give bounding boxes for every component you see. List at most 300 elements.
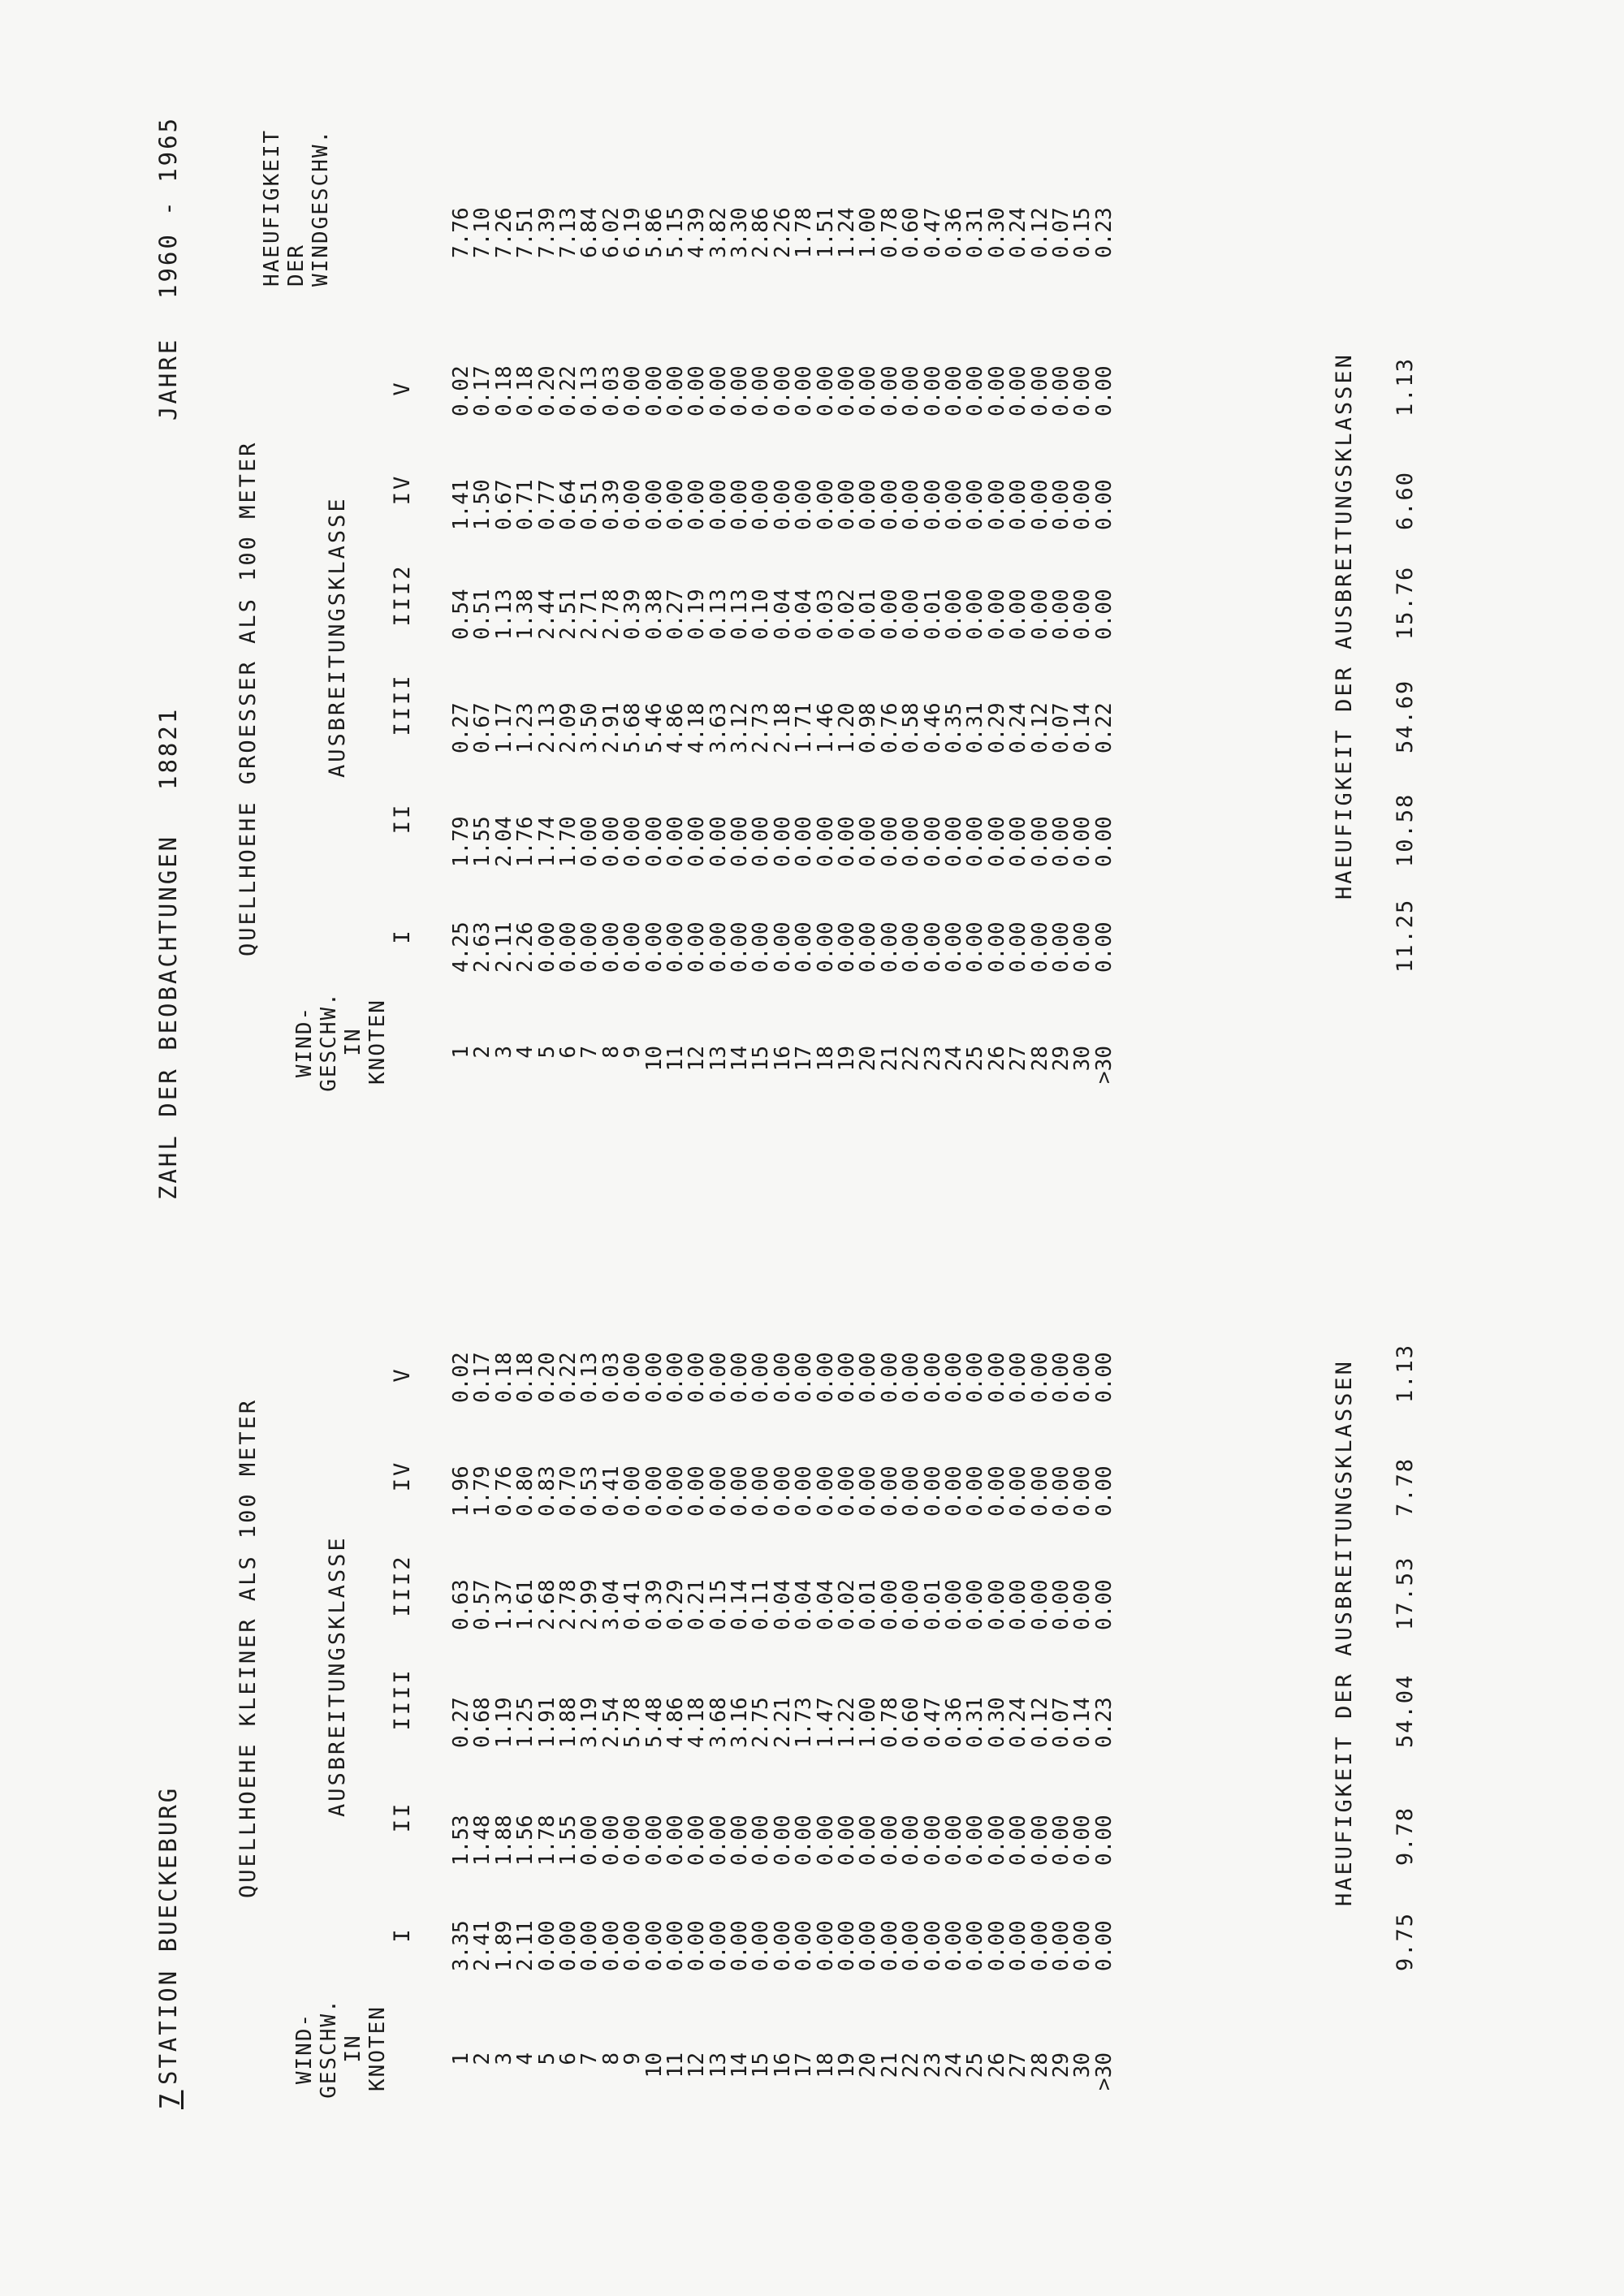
value-cell: 0.00 — [813, 1920, 838, 1971]
column-header: V — [390, 380, 415, 396]
value-cell: 0.00 — [1006, 1920, 1031, 1971]
value-cell: 0.00 — [984, 921, 1009, 973]
windspeed-cell: 27 — [1006, 1046, 1031, 1072]
value-cell: 0.00 — [813, 1465, 838, 1517]
value-cell: 3.30 — [728, 207, 753, 258]
windspeed-cell: 17 — [792, 2052, 817, 2078]
value-cell: 0.00 — [770, 1352, 795, 1403]
value-cell: 1.70 — [555, 816, 581, 867]
value-cell: 0.00 — [598, 1920, 624, 1971]
value-cell: 0.00 — [941, 921, 966, 973]
windspeed-cell: 18 — [813, 1046, 838, 1072]
value-cell: 0.00 — [877, 479, 902, 530]
value-cell: 0.00 — [749, 1465, 774, 1517]
table-row — [641, 1281, 667, 2109]
footer-value: 9.75 — [1393, 1911, 1418, 1971]
table-row — [835, 112, 860, 1103]
value-cell: 0.00 — [877, 1920, 902, 1971]
value-cell: 0.00 — [663, 1352, 688, 1403]
value-cell: 1.20 — [835, 702, 860, 753]
years-label: JAHRE — [154, 337, 182, 421]
value-cell: 0.00 — [920, 1920, 945, 1971]
value-cell: 0.00 — [749, 1920, 774, 1971]
value-cell: 0.00 — [728, 365, 753, 416]
value-cell: 0.00 — [963, 1465, 988, 1517]
value-cell: 0.03 — [598, 365, 624, 416]
value-cell: 0.31 — [963, 702, 988, 753]
windspeed-cell: 27 — [1006, 2052, 1031, 2078]
value-cell: 3.12 — [728, 702, 753, 753]
ws-header-line: GESCHW. — [317, 991, 341, 1092]
windspeed-cell: 29 — [1048, 1046, 1073, 1072]
value-cell: 0.00 — [963, 1815, 988, 1866]
windspeed-cell: 24 — [941, 1046, 966, 1072]
windspeed-cell: 16 — [770, 2052, 795, 2078]
value-cell: 0.00 — [1006, 1465, 1031, 1517]
value-cell: 0.00 — [920, 921, 945, 973]
column-header: I — [390, 1927, 415, 1943]
value-cell: 0.00 — [770, 1920, 795, 1971]
windspeed-cell: 8 — [598, 1046, 624, 1059]
value-cell: 0.00 — [984, 479, 1009, 530]
value-cell: 0.00 — [813, 921, 838, 973]
value-cell: 3.82 — [706, 207, 731, 258]
value-cell: 3.35 — [449, 1920, 473, 1971]
value-cell: 0.03 — [598, 1352, 624, 1403]
value-cell: 6.84 — [577, 207, 603, 258]
value-cell: 0.00 — [1027, 816, 1052, 867]
windspeed-cell: 7 — [577, 1046, 603, 1059]
value-cell: 0.67 — [470, 702, 495, 753]
value-cell: 0.24 — [1006, 702, 1031, 753]
value-cell: 5.78 — [620, 1697, 646, 1748]
value-cell: 0.00 — [641, 1465, 667, 1517]
right-windspeed-header — [292, 981, 390, 1103]
value-cell: 0.00 — [770, 1465, 795, 1517]
value-cell: 0.12 — [1027, 702, 1052, 753]
value-cell: 0.00 — [770, 365, 795, 416]
table-row — [708, 1281, 729, 2109]
value-cell: 4.25 — [449, 921, 473, 973]
column-header: I — [390, 928, 415, 944]
value-cell: 0.00 — [963, 589, 988, 640]
footer-value: 11.25 — [1393, 898, 1418, 973]
table-row — [515, 112, 536, 1103]
value-cell: 5.86 — [641, 207, 667, 258]
value-cell: 1.79 — [470, 1465, 495, 1517]
value-cell: 0.27 — [449, 702, 473, 753]
value-cell: 0.22 — [555, 1352, 581, 1403]
table-row — [879, 1281, 901, 2109]
value-cell: 0.00 — [728, 479, 753, 530]
value-cell: 0.00 — [749, 365, 774, 416]
value-cell: 0.00 — [534, 1920, 559, 1971]
value-cell: 0.00 — [877, 1815, 902, 1866]
table-row — [922, 1281, 944, 2109]
left-footer-label: HAEUFIGKEIT DER AUSBREITUNGSKLASSEN — [1332, 1359, 1357, 1906]
value-cell: 0.00 — [641, 1352, 667, 1403]
value-cell: 0.60 — [899, 1697, 924, 1748]
value-cell: 0.00 — [920, 1815, 945, 1866]
observations-value: 18821 — [154, 706, 182, 790]
value-cell: 1.74 — [534, 816, 559, 867]
value-cell: 0.23 — [1091, 1697, 1116, 1748]
value-cell: 0.00 — [984, 1579, 1009, 1630]
value-cell: 0.00 — [877, 1579, 902, 1630]
value-cell: 0.00 — [941, 479, 966, 530]
ws-header-line: KNOTEN — [365, 2005, 390, 2091]
value-cell: 2.86 — [749, 207, 774, 258]
value-cell: 0.00 — [984, 1815, 1009, 1866]
table-row — [534, 1281, 559, 2109]
value-cell: 0.00 — [963, 1352, 988, 1403]
value-cell: 0.24 — [1006, 207, 1031, 258]
value-cell: 3.19 — [577, 1697, 603, 1748]
value-cell: 2.78 — [555, 1579, 581, 1630]
value-cell: 0.00 — [856, 1465, 881, 1517]
value-cell: 0.00 — [1006, 1352, 1031, 1403]
value-cell: 0.00 — [920, 365, 945, 416]
value-cell: 0.00 — [641, 365, 667, 416]
value-cell: 0.00 — [706, 816, 731, 867]
windspeed-cell: 28 — [1027, 2052, 1052, 2078]
footer-value: 15.76 — [1393, 565, 1418, 640]
footer-value: 54.04 — [1393, 1673, 1418, 1748]
table-row — [857, 1281, 879, 2109]
value-cell: 0.00 — [749, 479, 774, 530]
right-table — [260, 112, 1551, 1103]
value-cell: 0.00 — [1048, 589, 1073, 640]
ws-header-line: KNOTEN — [365, 999, 390, 1085]
table-row — [901, 1281, 922, 2109]
value-cell: 0.00 — [963, 1920, 988, 1971]
value-cell: 0.00 — [1048, 479, 1073, 530]
value-cell: 1.51 — [813, 207, 838, 258]
left-table-title: QUELLHOEHE KLEINER ALS 100 METER — [235, 1397, 261, 1898]
value-cell: 0.01 — [920, 589, 945, 640]
value-cell: 1.55 — [555, 1815, 581, 1866]
value-cell: 0.00 — [792, 1920, 817, 1971]
value-cell: 1.13 — [491, 589, 516, 640]
value-cell: 0.00 — [899, 1815, 924, 1866]
value-cell: 0.01 — [856, 1579, 881, 1630]
value-cell: 0.00 — [706, 921, 731, 973]
value-cell: 1.25 — [513, 1697, 538, 1748]
windspeed-cell: 25 — [963, 2052, 988, 2078]
value-cell: 0.00 — [899, 1579, 924, 1630]
value-cell: 0.00 — [1006, 479, 1031, 530]
value-cell: 0.00 — [877, 921, 902, 973]
value-cell: 0.00 — [856, 365, 881, 416]
value-cell: 0.00 — [728, 921, 753, 973]
value-cell: 0.00 — [706, 1815, 731, 1866]
value-cell: 0.00 — [1048, 816, 1073, 867]
ws-header-line: IN — [341, 1027, 365, 1056]
table-row — [598, 1281, 624, 2109]
value-cell: 0.00 — [1027, 1815, 1052, 1866]
windspeed-cell: 9 — [620, 1046, 646, 1059]
value-cell: 0.00 — [877, 589, 902, 640]
table-row — [1048, 1281, 1073, 2109]
value-cell: 0.00 — [1070, 1352, 1095, 1403]
table-row — [792, 1281, 817, 2109]
value-cell: 5.68 — [620, 702, 646, 753]
value-cell: 0.00 — [1091, 589, 1116, 640]
value-cell: 2.26 — [513, 921, 538, 973]
left-table — [292, 1281, 1551, 2109]
value-cell: 0.04 — [813, 1579, 838, 1630]
value-cell: 2.04 — [491, 816, 516, 867]
footer-value: 7.78 — [1393, 1457, 1418, 1517]
table-row — [749, 1281, 774, 2109]
footer-value: 54.69 — [1393, 679, 1418, 753]
value-cell: 0.00 — [1070, 1465, 1095, 1517]
value-cell: 0.20 — [534, 1352, 559, 1403]
value-cell: 0.00 — [1048, 1352, 1073, 1403]
value-cell: 3.04 — [598, 1579, 624, 1630]
value-cell: 0.02 — [835, 589, 860, 640]
value-cell: 0.00 — [749, 1815, 774, 1866]
value-cell: 0.00 — [835, 1815, 860, 1866]
value-cell: 0.00 — [1070, 1579, 1095, 1630]
value-cell: 0.00 — [1070, 921, 1095, 973]
windspeed-cell: 7 — [577, 2052, 603, 2065]
windspeed-cell: 2 — [470, 1046, 495, 1059]
value-cell: 0.18 — [513, 365, 538, 416]
value-cell: 0.00 — [663, 921, 688, 973]
windspeed-cell: 17 — [792, 1046, 817, 1072]
value-cell: 0.10 — [749, 589, 774, 640]
value-cell: 0.00 — [792, 1465, 817, 1517]
value-cell: 1.76 — [513, 816, 538, 867]
left-windspeed-header — [292, 1987, 390, 2109]
value-cell: 0.00 — [1091, 921, 1116, 973]
right-table-title: QUELLHOEHE GROESSER ALS 100 METER — [235, 440, 261, 956]
value-cell: 0.35 — [941, 702, 966, 753]
windspeed-cell: 13 — [706, 1046, 731, 1072]
value-cell: 1.79 — [449, 816, 473, 867]
value-cell: 3.50 — [577, 702, 603, 753]
value-cell: 0.70 — [555, 1465, 581, 1517]
windspeed-cell: 12 — [685, 2052, 710, 2078]
frequency-header — [260, 129, 333, 287]
value-cell: 0.68 — [470, 1697, 495, 1748]
windspeed-cell: 14 — [728, 2052, 753, 2078]
value-cell: 0.00 — [856, 921, 881, 973]
value-cell: 0.00 — [984, 1465, 1009, 1517]
value-cell: 0.00 — [1070, 479, 1095, 530]
value-cell: 0.47 — [920, 1697, 945, 1748]
value-cell: 0.17 — [470, 1352, 495, 1403]
value-cell: 2.68 — [534, 1579, 559, 1630]
value-cell: 0.00 — [685, 816, 710, 867]
value-cell: 1.96 — [449, 1465, 473, 1517]
value-cell: 0.00 — [728, 1465, 753, 1517]
value-cell: 0.30 — [984, 207, 1009, 258]
value-cell: 0.31 — [963, 207, 988, 258]
value-cell: 0.00 — [663, 479, 688, 530]
value-cell: 0.80 — [513, 1465, 538, 1517]
value-cell: 0.00 — [663, 1465, 688, 1517]
windspeed-cell: 21 — [877, 1046, 902, 1072]
value-cell: 0.15 — [706, 1579, 731, 1630]
value-cell: 0.36 — [941, 207, 966, 258]
value-cell: 0.00 — [963, 479, 988, 530]
value-cell: 1.56 — [513, 1815, 538, 1866]
value-cell: 1.46 — [813, 702, 838, 753]
table-row — [472, 112, 493, 1103]
windspeed-cell: >30 — [1091, 2052, 1116, 2091]
windspeed-cell: 25 — [963, 1046, 988, 1072]
value-cell: 2.18 — [770, 702, 795, 753]
value-cell: 0.39 — [598, 479, 624, 530]
table-row — [491, 112, 516, 1103]
value-cell: 0.00 — [1006, 816, 1031, 867]
value-cell: 0.27 — [449, 1697, 473, 1748]
value-cell: 0.00 — [941, 1352, 966, 1403]
value-cell: 0.00 — [1027, 365, 1052, 416]
value-cell: 0.00 — [1048, 365, 1073, 416]
value-cell: 0.00 — [941, 589, 966, 640]
value-cell: 0.29 — [984, 702, 1009, 753]
value-cell: 1.89 — [491, 1920, 516, 1971]
value-cell: 0.00 — [663, 1815, 688, 1866]
value-cell: 5.15 — [663, 207, 688, 258]
value-cell: 0.02 — [449, 365, 473, 416]
value-cell: 0.00 — [856, 1920, 881, 1971]
ws-header-line: WIND- — [292, 1005, 317, 1078]
table-row — [901, 112, 922, 1103]
table-row — [1027, 1281, 1052, 2109]
table-row — [772, 112, 793, 1103]
value-cell: 0.00 — [813, 479, 838, 530]
value-cell: 0.00 — [813, 816, 838, 867]
value-cell: 2.71 — [577, 589, 603, 640]
value-cell: 0.00 — [963, 365, 988, 416]
value-cell: 0.07 — [1048, 1697, 1073, 1748]
value-cell: 0.07 — [1048, 207, 1073, 258]
value-cell: 0.77 — [534, 479, 559, 530]
station-name: STATION BUECKEBURG — [154, 1785, 182, 2085]
value-cell: 0.00 — [1091, 1352, 1116, 1403]
value-cell: 0.00 — [835, 1465, 860, 1517]
value-cell: 0.04 — [792, 589, 817, 640]
table-row — [965, 112, 986, 1103]
value-cell: 0.00 — [1070, 1815, 1095, 1866]
value-cell: 0.00 — [685, 921, 710, 973]
value-cell: 0.63 — [449, 1579, 473, 1630]
value-cell: 1.48 — [470, 1815, 495, 1866]
value-cell: 0.00 — [899, 1920, 924, 1971]
value-cell: 0.00 — [1027, 589, 1052, 640]
value-cell: 0.00 — [663, 365, 688, 416]
table-row — [835, 1281, 860, 2109]
value-cell: 0.00 — [984, 1920, 1009, 1971]
windspeed-cell: 5 — [534, 2052, 559, 2065]
value-cell: 0.78 — [877, 207, 902, 258]
value-cell: 0.00 — [685, 1352, 710, 1403]
value-cell: 0.00 — [877, 1352, 902, 1403]
value-cell: 2.91 — [598, 702, 624, 753]
value-cell: 1.22 — [835, 1697, 860, 1748]
value-cell: 0.00 — [577, 816, 603, 867]
value-cell: 0.00 — [598, 921, 624, 973]
frequency-header-line: WINDGESCHW. — [309, 128, 333, 287]
value-cell: 0.39 — [620, 589, 646, 640]
value-cell: 2.26 — [770, 207, 795, 258]
value-cell: 0.00 — [792, 365, 817, 416]
value-cell: 0.00 — [685, 479, 710, 530]
value-cell: 0.00 — [1091, 1920, 1116, 1971]
value-cell: 2.44 — [534, 589, 559, 640]
value-cell: 0.00 — [1091, 479, 1116, 530]
windspeed-cell: 4 — [513, 2052, 538, 2065]
value-cell: 0.38 — [641, 589, 667, 640]
value-cell: 7.51 — [513, 207, 538, 258]
value-cell: 0.30 — [984, 1697, 1009, 1748]
value-cell: 0.00 — [1027, 1579, 1052, 1630]
value-cell: 0.00 — [534, 921, 559, 973]
value-cell: 0.46 — [920, 702, 945, 753]
value-cell: 1.00 — [856, 207, 881, 258]
windspeed-cell: 5 — [534, 1046, 559, 1059]
column-header: IIII — [390, 673, 415, 736]
value-cell: 2.73 — [749, 702, 774, 753]
windspeed-cell: 10 — [641, 1046, 667, 1072]
value-cell: 0.00 — [1027, 479, 1052, 530]
value-cell: 1.88 — [555, 1697, 581, 1748]
value-cell: 0.57 — [470, 1579, 495, 1630]
value-cell: 0.00 — [813, 1352, 838, 1403]
value-cell: 7.13 — [555, 207, 581, 258]
windspeed-cell: 22 — [899, 1046, 924, 1072]
value-cell: 1.24 — [835, 207, 860, 258]
value-cell: 1.71 — [792, 702, 817, 753]
value-cell: 0.13 — [577, 1352, 603, 1403]
value-cell: 0.00 — [792, 1352, 817, 1403]
value-cell: 1.41 — [449, 479, 473, 530]
years-value: 1960 - 1965 — [154, 115, 182, 299]
windspeed-cell: 9 — [620, 2052, 646, 2065]
windspeed-cell: 6 — [555, 1046, 581, 1059]
value-cell: 0.00 — [963, 816, 988, 867]
value-cell: 0.00 — [598, 1815, 624, 1866]
value-cell: 0.00 — [706, 1352, 731, 1403]
table-row — [451, 1281, 472, 2109]
value-cell: 0.00 — [706, 479, 731, 530]
table-row — [1008, 112, 1029, 1103]
footer-value: 9.78 — [1393, 1806, 1418, 1866]
table-row — [941, 112, 966, 1103]
value-cell: 0.31 — [963, 1697, 988, 1748]
value-cell: 0.00 — [641, 1920, 667, 1971]
value-cell: 0.00 — [641, 1815, 667, 1866]
value-cell: 0.00 — [835, 816, 860, 867]
value-cell: 0.00 — [577, 1920, 603, 1971]
value-cell: 0.00 — [835, 479, 860, 530]
value-cell: 0.00 — [899, 921, 924, 973]
value-cell: 2.54 — [598, 1697, 624, 1748]
value-cell: 0.00 — [1091, 365, 1116, 416]
value-cell: 6.02 — [598, 207, 624, 258]
value-cell: 7.76 — [449, 207, 473, 258]
value-cell: 0.01 — [856, 589, 881, 640]
value-cell: 0.00 — [685, 1920, 710, 1971]
value-cell: 0.00 — [1048, 1815, 1073, 1866]
footer-value: 10.58 — [1393, 792, 1418, 867]
column-header: IV — [390, 1460, 415, 1492]
table-row — [491, 1281, 516, 2109]
